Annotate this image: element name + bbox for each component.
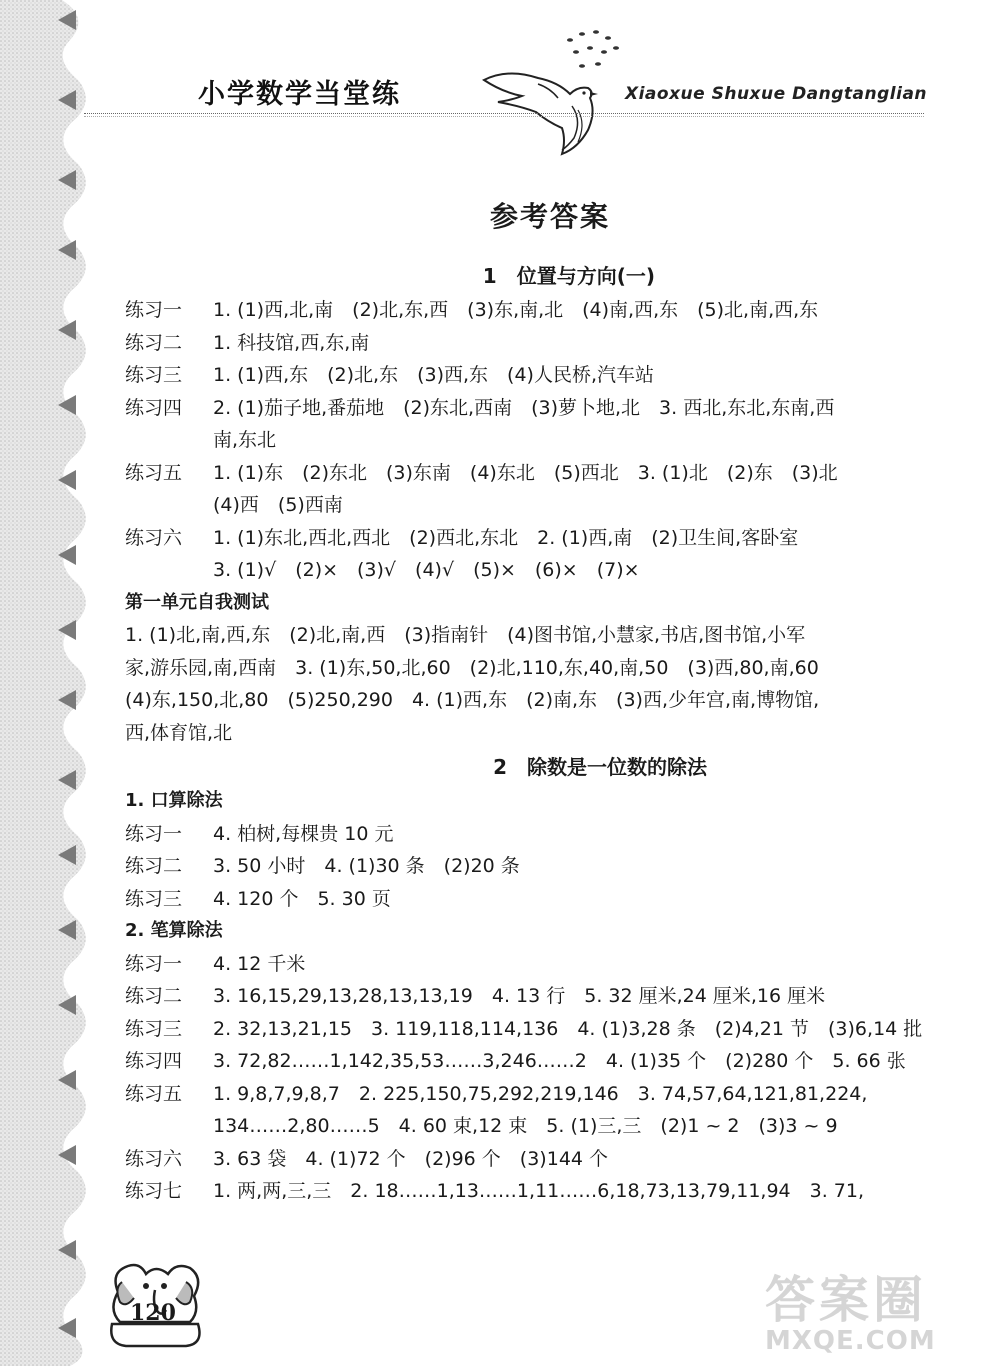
watermark-text: 答案圈 [765,1271,927,1329]
unit-test-line: 1. (1)北,南,西,东 (2)北,南,西 (3)指南针 (4)图书馆,小慧家,书店,图书馆,小军 [125,624,806,646]
exercise-row [125,1013,975,1046]
exercise-row [125,980,975,1013]
exercise-row [125,948,975,981]
exercise-label: 练习三 [125,1017,183,1040]
unit-test-line: 西,体育馆,北 [125,721,233,744]
page-title: 参考答案 [489,200,610,233]
page-number: 120 [130,1300,176,1326]
section-title: 2 除数是一位数的除法 [493,755,707,779]
exercise-label: 练习三 [125,364,183,386]
watermark-url: MXQE.COM [765,1326,936,1356]
exercise-answer: 2. (1)茄子地,番茄地 (2)东北,西南 (3)萝卜地,北 3. 西北,东北,东南,西 [213,396,835,419]
exercise-label: 练习二 [125,331,183,354]
watermark-logo [765,1260,990,1360]
exercise-answer: 1. 科技馆,西,东,南 [213,331,370,354]
exercise-answer: 3. 16,15,29,13,28,13,13,19 4. 13 行 5. 32 厘米,24 厘米,16 厘米 [213,985,826,1007]
exercise-row [125,327,975,360]
exercise-answer: 2. 32,13,21,15 3. 119,118,114,136 4. (1)3,28 条 (2)4,21 节 (3)6,14 批 [213,1017,923,1040]
header-title: 小学数学当堂练 [198,79,401,110]
exercise-answer: 1. (1)东北,西北,西北 (2)西北,东北 2. (1)西,南 (2)卫生间,客卧室 [213,526,799,549]
exercise-row [125,818,975,851]
exercise-label: 练习一 [125,952,183,975]
unit-test-line: 家,游乐园,南,西南 3. (1)东,50,北,60 (2)北,110,东,40,南,50 (3)西,80,南,60 [125,656,819,679]
exercise-label: 练习二 [125,855,183,877]
exercise-answer: 1. 两,两,三,三 2. 18……1,13……1,11……6,18,73,13,79,11,94 3. 71, [213,1180,865,1202]
exercise-answer: 1. 9,8,7,9,8,7 2. 225,150,75,292,219,146 3. 74,57,64,121,81,224, [213,1082,868,1105]
exercise-row [125,457,975,490]
exercise-answer: 1. (1)西,东 (2)北,东 (3)西,东 (4)人民桥,汽车站 [213,364,654,386]
exercise-label: 练习七 [125,1180,183,1202]
exercise-label: 练习一 [125,822,183,845]
exercise-row [125,1045,975,1078]
exercise-answer: 1. (1)西,北,南 (2)北,东,西 (3)东,南,北 (4)南,西,东 (5)北,南,西,东 [213,299,819,321]
exercise-row [125,359,975,392]
exercise-label: 练习三 [125,887,183,910]
exercise-label: 练习六 [125,526,183,549]
unit-test-line: (4)东,150,北,80 (5)250,290 4. (1)西,东 (2)南,东 (3)西,少年宫,南,博物馆, [125,689,820,711]
exercise-label: 练习五 [125,1082,183,1105]
exercise-answer: 3. 63 袋 4. (1)72 个 (2)96 个 (3)144 个 [213,1147,609,1170]
exercise-row [125,850,975,883]
exercise-answer-continued: 3. (1)√ (2)× (3)√ (4)√ (5)× (6)× (7)× [213,559,640,581]
exercise-answer-continued: 134……2,80……5 4. 60 束,12 束 5. (1)三,三 (2)1 ~ 2 (3)3 ~ 9 [213,1115,838,1137]
exercise-row [125,883,975,916]
exercise-label: 练习四 [125,1050,183,1072]
exercise-answer: 3. 72,82……1,142,35,53……3,246……2 4. (1)35 个 (2)280 个 5. 66 张 [213,1050,906,1072]
exercise-answer-continued: 南,东北 [213,429,277,451]
exercise-row [125,1175,975,1208]
subsection-title: 2. 笔算除法 [125,920,223,941]
exercise-answer: 4. 12 千米 [213,952,306,975]
header-subtitle: Xiaoxue Shuxue Dangtanglian [625,84,928,104]
section-title: 1 位置与方向(一) [482,264,655,288]
exercise-label: 练习四 [125,396,183,419]
exercise-row [125,522,975,555]
exercise-answer-continued: (4)西 (5)西南 [213,494,343,516]
exercise-label: 练习一 [125,299,183,321]
exercise-row [125,1143,975,1176]
exercise-label: 练习六 [125,1147,183,1170]
exercise-answer: 4. 120 个 5. 30 页 [213,887,391,910]
exercise-answer: 3. 50 小时 4. (1)30 条 (2)20 条 [213,855,520,877]
exercise-label: 练习二 [125,985,183,1007]
subsection-title: 1. 口算除法 [125,790,223,811]
exercise-label: 练习五 [125,461,183,484]
exercise-row [125,294,975,327]
exercise-row [125,1078,975,1111]
header-divider [84,113,924,117]
exercise-answer: 4. 柏树,每棵贵 10 元 [213,822,394,845]
unit-test-title: 第一单元自我测试 [125,591,269,613]
answers-content [125,258,975,1208]
dove-illustration [478,22,638,162]
exercise-answer: 1. (1)东 (2)东北 (3)东南 (4)东北 (5)西北 3. (1)北 (2)东 (3)北 [213,461,838,484]
exercise-row [125,392,975,425]
